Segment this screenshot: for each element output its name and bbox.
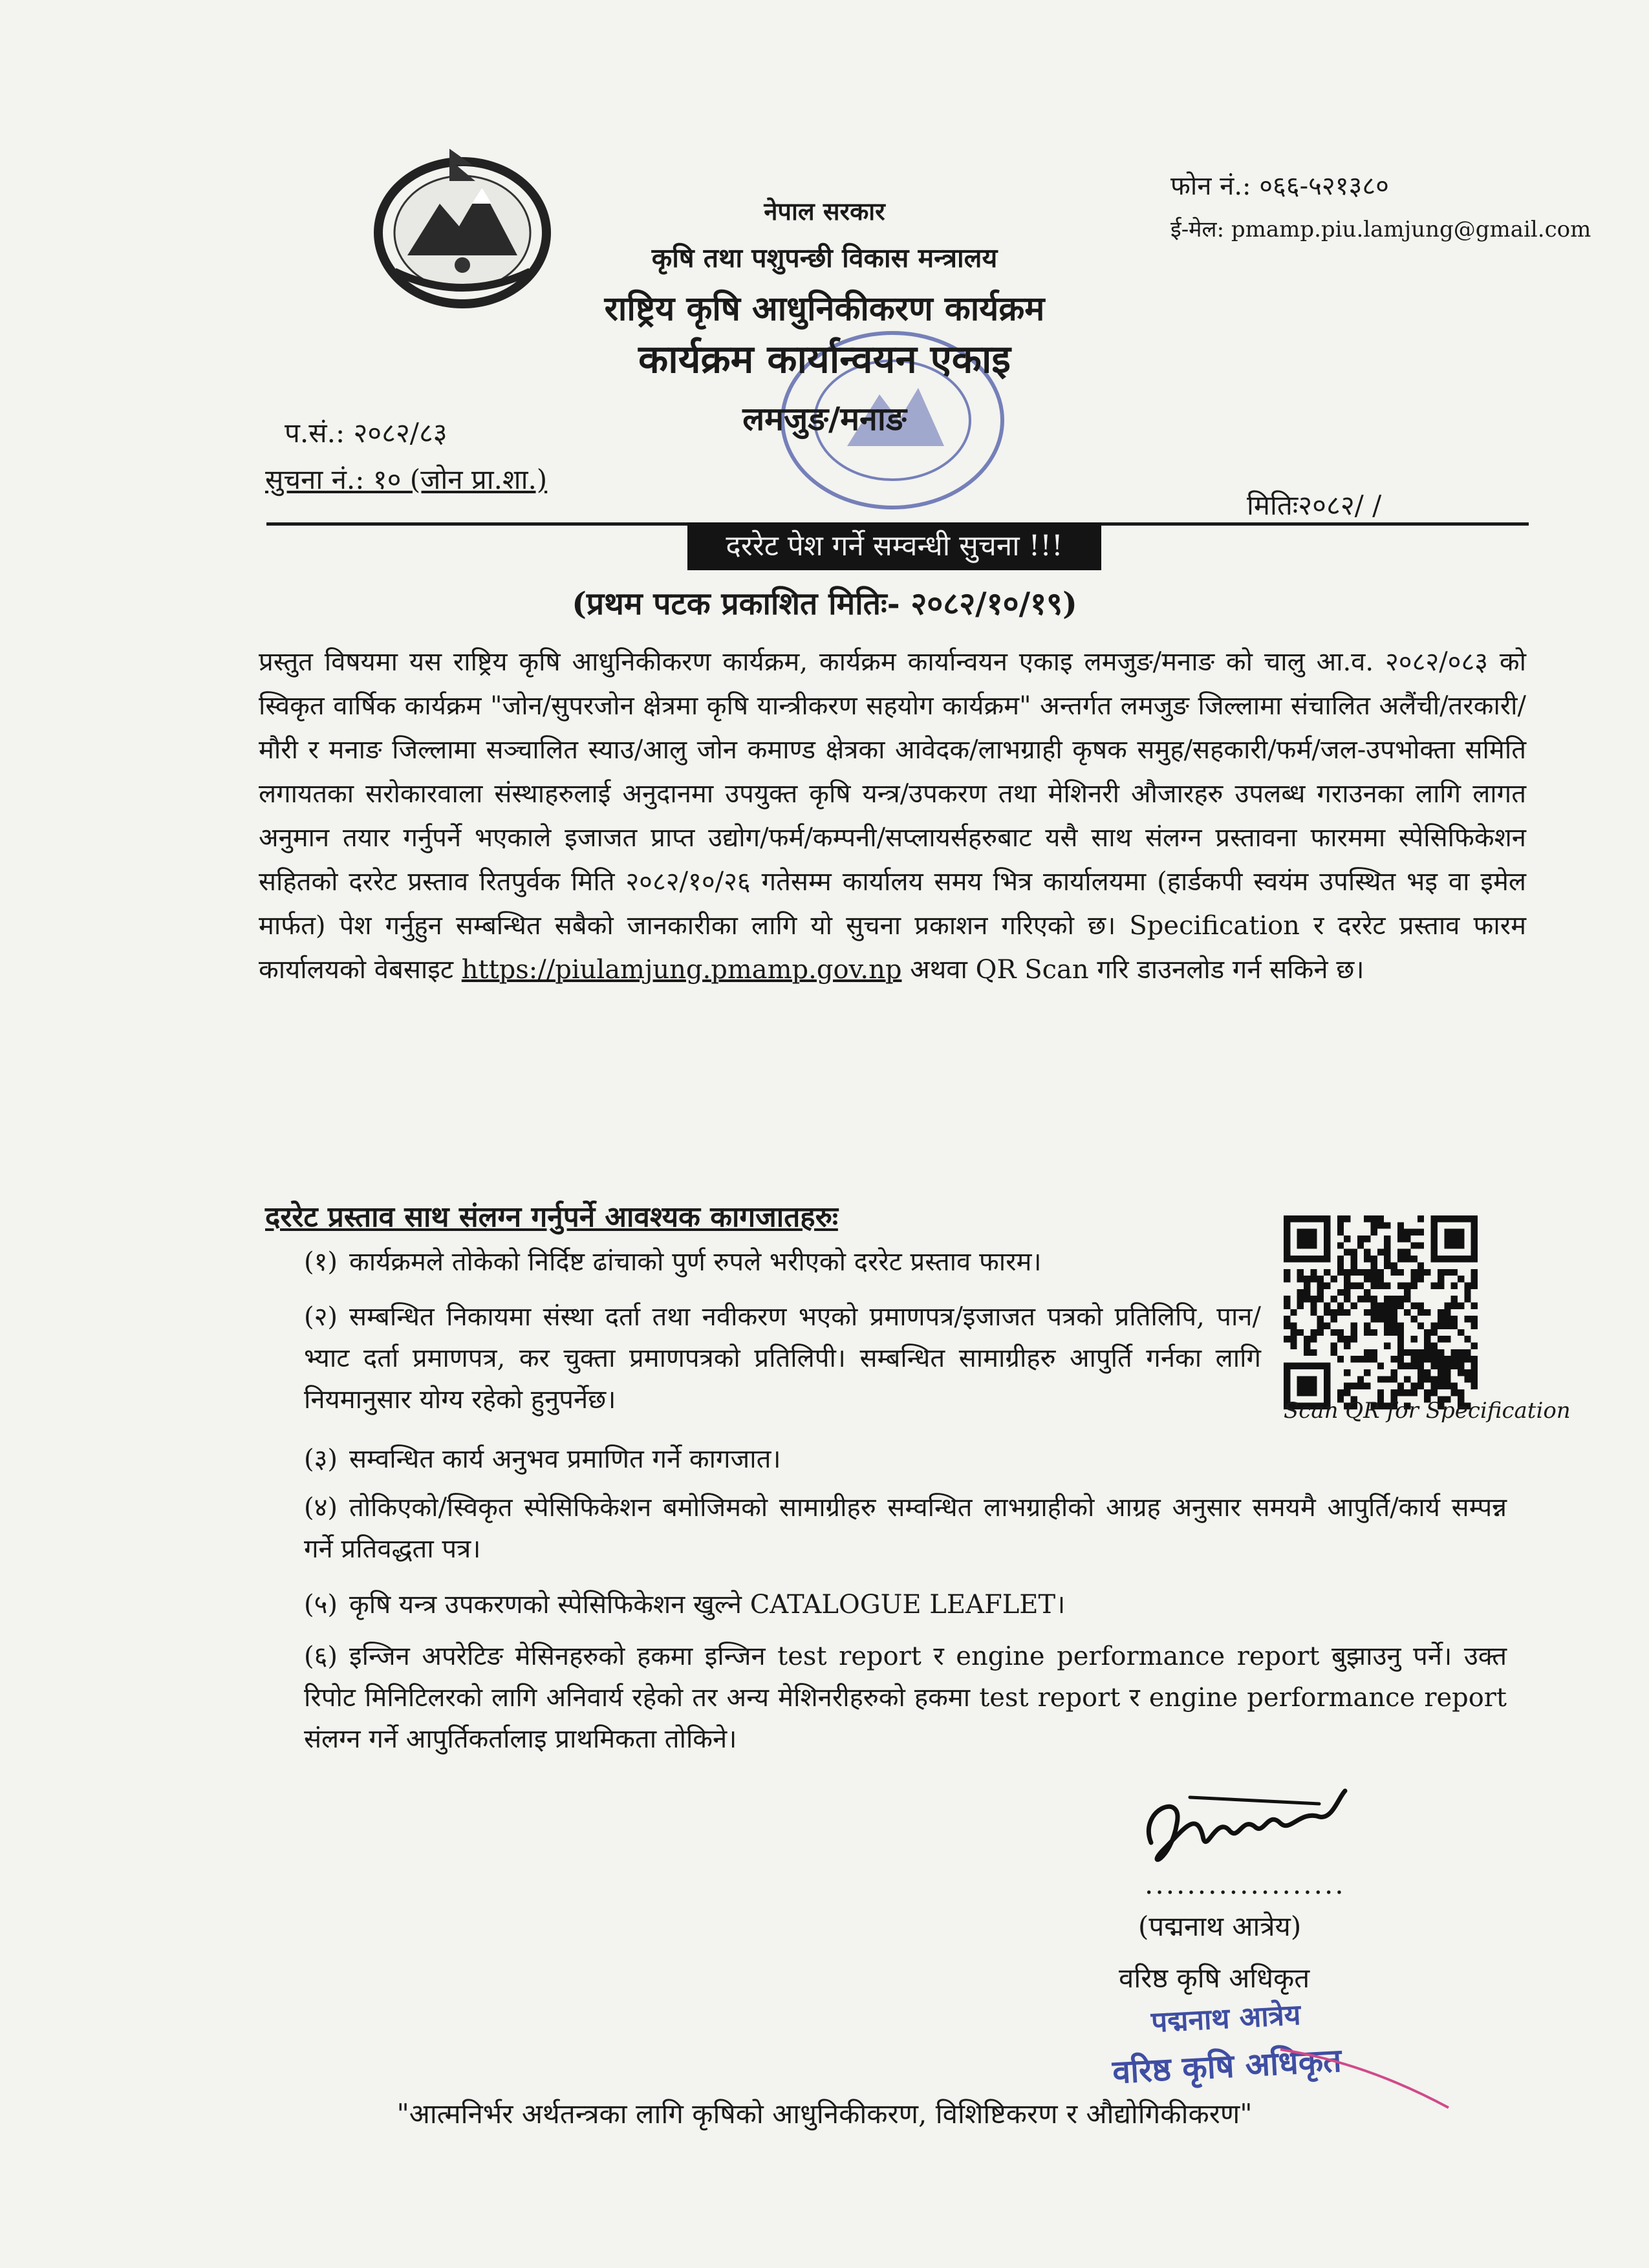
item-number: (४): [304, 1493, 338, 1523]
officer-title: वरिष्ठ कृषि अधिकृत: [1119, 1962, 1310, 1994]
publication-date-subtitle: (प्रथम पटक प्रकाशित मितिः- २०८२/१०/१९): [572, 586, 1077, 622]
email-address: ई-मेल: pmamp.piu.lamjung@gmail.com: [1170, 217, 1591, 242]
reference-number: प.सं.: २०८२/८३: [285, 417, 447, 449]
document-item: [304, 1636, 1507, 1760]
item-text: तोकिएको/स्विकृत स्पेसिफिकेशन बमोजिमको सामाग्रीहरु सम्वन्धित लाभग्राहीको आग्रह अनुसार समयमै आपुर्ति/कार्य सम्पन्न गर्ने प्रतिवद्धता पत्र।: [304, 1493, 1507, 1564]
notice-body: [259, 640, 1526, 992]
document-item: [304, 1439, 1507, 1480]
qr-caption: Scan QR for Specification: [1284, 1398, 1571, 1424]
item-number: (१): [304, 1247, 338, 1277]
body-paragraph-end: अथवा QR Scan गरि डाउनलोड गर्न सकिने छ।: [910, 955, 1364, 985]
officer-name: (पद्मनाथ आत्रेय): [1138, 1910, 1302, 1942]
qr-code-icon[interactable]: [1284, 1215, 1478, 1409]
notice-number: सुचना नं.: १० (जोन प्रा.शा.): [265, 464, 548, 495]
ministry-name: कृषि तथा पशुपन्छी विकास मन्त्रालय: [651, 242, 998, 273]
document-item: [304, 1241, 1261, 1283]
item-text: कृषि यन्त्र उपकरणको स्पेसिफिकेशन खुल्ने CATALOGUE LEAFLET।: [349, 1590, 1066, 1620]
item-text: सम्वन्धित कार्य अनुभव प्रमाणित गर्ने कागजात।: [349, 1444, 781, 1474]
phone-number: फोन नं.: ०६६-५२१३८०: [1170, 171, 1389, 201]
district-name: लमजुङ/मनाङ: [742, 400, 907, 438]
footer-motto: "आत्मनिर्भर अर्थतन्त्रका लागि कृषिको आधुनिकीकरण, विशिष्टिकरण र औद्योगिकीकरण": [396, 2098, 1253, 2130]
signature-line: ...................: [1145, 1868, 1346, 1900]
notice-date: मितिः२०८२/ /: [1247, 489, 1382, 521]
unit-name: कार्यक्रम कार्यान्वयन एकाइ: [638, 337, 1011, 382]
stamp-officer-title: वरिष्ठ कृषि अधिकृत: [1111, 2040, 1342, 2091]
notice-title: दररेट पेश गर्ने सम्वन्धी सुचना !!!: [687, 522, 1101, 570]
item-text: कार्यक्रमले तोकेको निर्दिष्ट ढांचाको पुर्ण रुपले भरीएको दररेट प्रस्ताव फारम।: [349, 1247, 1042, 1277]
documents-heading: दररेट प्रस्ताव साथ संलग्न गर्नुपर्ने आवश्यक कागजातहरुः: [265, 1201, 838, 1234]
document-item: [304, 1296, 1261, 1420]
item-number: (५): [304, 1590, 338, 1620]
stamp-officer-name: पद्मनाथ आत्रेय: [1150, 1998, 1302, 2040]
item-text: इन्जिन अपरेटिङ मेसिनहरुको हकमा इन्जिन test report र engine performance report बुझाउनु पर्ने। उक्त रिपोट मिनिटिलरको लागि अनिवार्य रहेको तर अन्य मेशिनरीहरुको हकमा test report र engine performance report संलग्न गर्ने आपुर्तिकर्तालाइ प्राथमिकता तोकिने।: [304, 1642, 1507, 1754]
program-name: राष्ट्रिय कृषि आधुनिकीकरण कार्यक्रम: [604, 289, 1045, 328]
document-item: [304, 1487, 1507, 1570]
item-number: (६): [304, 1642, 338, 1671]
item-number: (३): [304, 1444, 338, 1474]
item-number: (२): [304, 1302, 338, 1332]
item-text: सम्बन्धित निकायमा संस्था दर्ता तथा नवीकरण भएको प्रमाणपत्र/इजाजत पत्रको प्रतिलिपि, पान/भ्याट दर्ता प्रमाणपत्र, कर चुक्ता प्रमाणपत्रको प्रतिलिपी। सम्बन्धित सामाग्रीहरु आपुर्ति गर्नका लागि नियमानुसार योग्य रहेको हुनुपर्नेछ।: [304, 1302, 1261, 1415]
website-link[interactable]: https://piulamjung.pmamp.gov.np: [461, 955, 902, 985]
body-paragraph: प्रस्तुत विषयमा यस राष्ट्रिय कृषि आधुनिकीकरण कार्यक्रम, कार्यक्रम कार्यान्वयन एकाइ लमजुङ/मनाङ को चालु आ.व. २०८२/०८३ को स्विकृत वार्षिक कार्यक्रम "जोन/सुपरजोन क्षेत्रमा कृषि यान्त्रीकरण सहयोग कार्यक्रम" अन्तर्गत लमजुङ जिल्लामा संचालित अलैंची/तरकारी/मौरी र मनाङ जिल्लामा सञ्चालित स्याउ/आलु जोन कमाण्ड क्षेत्रका आवेदक/लाभग्राही कृषक समुह/सहकारी/फर्म/जल-उपभोक्ता समिति लगायतका सरोकारवाला संस्थाहरुलाई अनुदानमा उपयुक्त कृषि यन्त्र/उपकरण तथा मेशिनरी औजारहरु उपलब्ध गराउनका लागि लागत अनुमान तयार गर्नुपर्ने भएकाले इजाजत प्राप्त उद्योग/फर्म/कम्पनी/सप्लायर्सहरुबाट यसै साथ संलग्न प्रस्तावना फारममा स्पेसिफिकेशन सहितको दररेट प्रस्ताव रितपुर्वक मिति २०८२/१०/२६ गतेसम्म कार्यालय समय भित्र कार्यालयमा (हार्डकपी स्वयंम उपस्थित भइ वा इमेल मार्फत) पेश गर्नुहुन सम्बन्धित सबैको जानकारीका लागि यो सुचना प्रकाशन गरिएको छ। Specification र दररेट प्रस्ताव फारम कार्यालयको वेबसाइट: [259, 647, 1526, 985]
document-item: [304, 1584, 1507, 1625]
government-name: नेपाल सरकार: [764, 197, 885, 226]
